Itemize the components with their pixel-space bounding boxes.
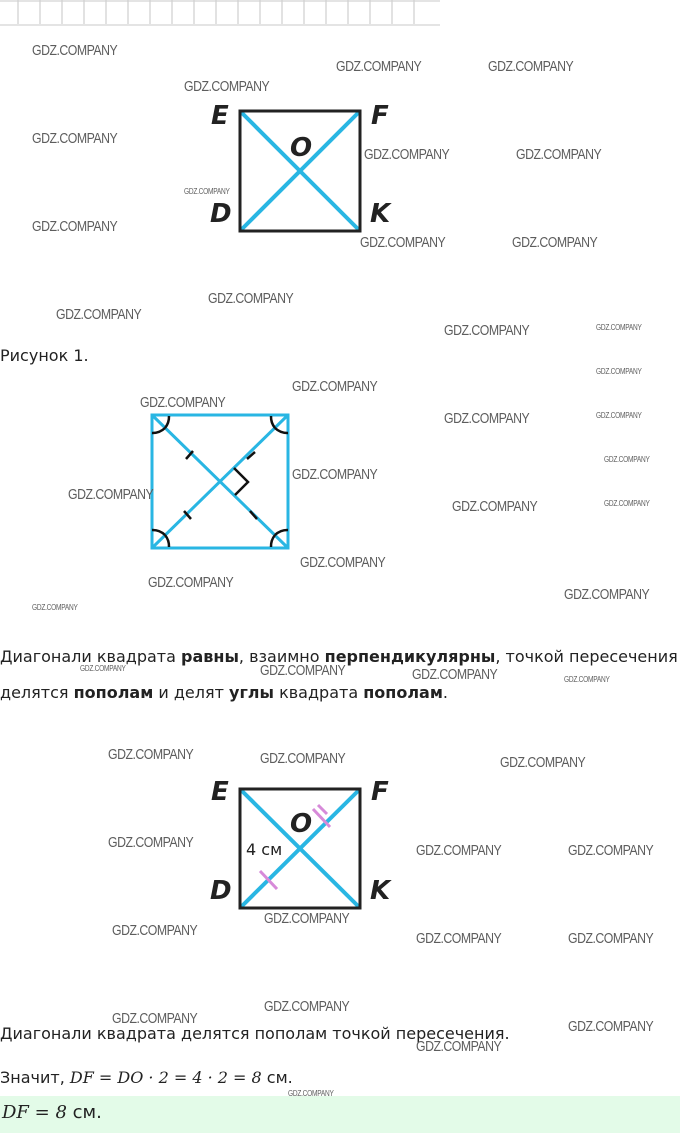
watermark: GDZ.COMPANY <box>488 58 574 75</box>
answer-line: DF = 8 см. <box>2 1102 102 1123</box>
angle-arc-top-left-2 <box>165 416 169 428</box>
property-line-2: делятся пополам и делят углы квадрата пополам. <box>0 683 448 702</box>
watermark: GDZ.COMPANY <box>260 662 346 679</box>
watermark: GDZ.COMPANY <box>416 930 502 947</box>
watermark: GDZ.COMPANY <box>452 498 538 515</box>
watermark: GDZ.COMPANY <box>360 234 446 251</box>
watermark: GDZ.COMPANY <box>148 574 234 591</box>
angle-arc-bottom-right-1 <box>275 530 288 535</box>
watermark: GDZ.COMPANY <box>568 842 654 859</box>
vertex-label-d: D <box>210 876 232 906</box>
square-property-figure <box>140 405 300 560</box>
watermark: GDZ.COMPANY <box>416 842 502 859</box>
watermark: GDZ.COMPANY <box>604 499 650 508</box>
watermark: GDZ.COMPANY <box>32 218 118 235</box>
watermark: GDZ.COMPANY <box>568 930 654 947</box>
watermark: GDZ.COMPANY <box>208 290 294 307</box>
watermark: GDZ.COMPANY <box>292 378 378 395</box>
notebook-grid-strip <box>0 0 440 26</box>
right-angle-mark <box>234 468 248 495</box>
watermark: GDZ.COMPANY <box>108 834 194 851</box>
watermark: GDZ.COMPANY <box>32 130 118 147</box>
angle-arc-bottom-left-2 <box>165 535 169 547</box>
solution-equation: Значит, DF = DO · 2 = 4 · 2 = 8 см. <box>0 1068 293 1087</box>
watermark: GDZ.COMPANY <box>416 1038 502 1055</box>
watermark: GDZ.COMPANY <box>184 187 230 196</box>
watermark: GDZ.COMPANY <box>412 666 498 683</box>
angle-arc-bottom-right-2 <box>271 535 275 547</box>
vertex-label-k: K <box>370 876 391 906</box>
watermark: GDZ.COMPANY <box>564 586 650 603</box>
property-line-1: Диагонали квадрата равны, взаимно перпендикулярны, точкой пересечения <box>0 647 678 666</box>
figure-caption-1: Рисунок 1. <box>0 346 89 365</box>
equal-tick-of <box>313 809 330 827</box>
angle-arc-top-left-1 <box>152 428 165 433</box>
watermark: GDZ.COMPANY <box>288 1089 334 1098</box>
watermark: GDZ.COMPANY <box>32 603 78 612</box>
watermark: GDZ.COMPANY <box>292 466 378 483</box>
angle-arc-bottom-left-1 <box>152 530 165 535</box>
watermark: GDZ.COMPANY <box>260 750 346 767</box>
angle-arc-top-right-2 <box>271 416 275 428</box>
watermark: GDZ.COMPANY <box>112 1010 198 1027</box>
vertex-label-e: E <box>211 101 229 131</box>
watermark: GDZ.COMPANY <box>56 306 142 323</box>
watermark: GDZ.COMPANY <box>80 664 126 673</box>
vertex-label-d: D <box>210 199 232 229</box>
watermark: GDZ.COMPANY <box>364 146 450 163</box>
vertex-label-f: F <box>371 777 389 807</box>
watermark: GDZ.COMPANY <box>516 146 602 163</box>
watermark: GDZ.COMPANY <box>444 410 530 427</box>
watermark: GDZ.COMPANY <box>68 486 154 503</box>
watermark: GDZ.COMPANY <box>596 323 642 332</box>
watermark: GDZ.COMPANY <box>264 910 350 927</box>
watermark: GDZ.COMPANY <box>568 1018 654 1035</box>
center-label-o: O <box>290 809 313 839</box>
watermark: GDZ.COMPANY <box>112 922 198 939</box>
watermark: GDZ.COMPANY <box>336 58 422 75</box>
watermark: GDZ.COMPANY <box>596 367 642 376</box>
watermark: GDZ.COMPANY <box>184 78 270 95</box>
watermark: GDZ.COMPANY <box>300 554 386 571</box>
watermark: GDZ.COMPANY <box>108 746 194 763</box>
watermark: GDZ.COMPANY <box>564 675 610 684</box>
angle-arc-top-right-1 <box>275 428 288 433</box>
vertex-label-k: K <box>370 199 391 229</box>
center-label-o: O <box>290 133 313 163</box>
vertex-label-e: E <box>211 777 229 807</box>
watermark: GDZ.COMPANY <box>604 455 650 464</box>
watermark: GDZ.COMPANY <box>444 322 530 339</box>
square-figure-2 <box>200 770 400 920</box>
equal-tick-of-2 <box>318 805 327 814</box>
watermark: GDZ.COMPANY <box>140 394 226 411</box>
watermark: GDZ.COMPANY <box>264 998 350 1015</box>
watermark: GDZ.COMPANY <box>500 754 586 771</box>
watermark: GDZ.COMPANY <box>512 234 598 251</box>
answer-highlight <box>0 1096 680 1133</box>
square-figure-1 <box>200 95 400 245</box>
watermark: GDZ.COMPANY <box>32 42 118 59</box>
solution-statement: Диагонали квадрата делятся пополам точкой пересечения. <box>0 1024 510 1043</box>
watermark: GDZ.COMPANY <box>596 411 642 420</box>
segment-length-label: 4 см <box>246 840 283 859</box>
vertex-label-f: F <box>371 101 389 131</box>
